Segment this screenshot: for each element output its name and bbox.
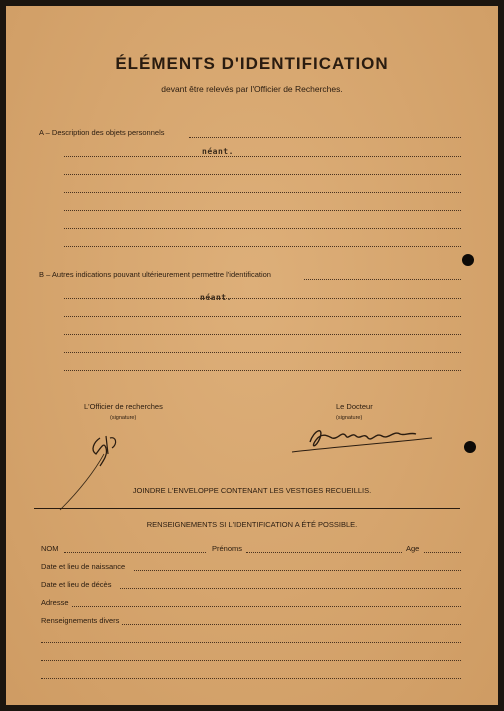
divers-line-4 bbox=[41, 678, 461, 679]
section-a-line-5 bbox=[64, 210, 461, 211]
naissance-line bbox=[134, 570, 461, 571]
section-a-line-6 bbox=[64, 228, 461, 229]
section-b-line-1 bbox=[304, 279, 461, 280]
divers-line-2 bbox=[41, 642, 461, 643]
section-a-line-1 bbox=[189, 137, 461, 138]
adresse-line bbox=[72, 606, 461, 607]
doctor-sub: (signature) bbox=[336, 415, 363, 421]
prenoms-line bbox=[246, 552, 402, 553]
section-a-line-4 bbox=[64, 192, 461, 193]
age-line bbox=[424, 552, 461, 553]
section-b-label: B – Autres indications pouvant ultérieurement permettre l'identification bbox=[39, 270, 271, 279]
naissance-label: Date et lieu de naissance bbox=[41, 562, 126, 571]
doctor-signature bbox=[286, 418, 436, 458]
prenoms-label: Prénoms bbox=[212, 544, 243, 553]
punch-hole-top bbox=[462, 254, 474, 266]
section-a-line-7 bbox=[64, 246, 461, 247]
deces-label: Date et lieu de décès bbox=[41, 580, 112, 589]
divers-line-1 bbox=[122, 624, 461, 625]
document-subtitle: devant être relevés par l'Officier de Recherches. bbox=[161, 84, 343, 94]
punch-hole-bottom bbox=[464, 441, 476, 453]
age-label: Age bbox=[406, 544, 420, 553]
nom-label: NOM bbox=[41, 544, 59, 553]
info-heading: RENSEIGNEMENTS SI L'IDENTIFICATION A ÉTÉ POSSIBLE. bbox=[146, 520, 358, 529]
section-a-line-3 bbox=[64, 174, 461, 175]
officer-sub: (signature) bbox=[110, 415, 137, 421]
document-title: ÉLÉMENTS D'IDENTIFICATION bbox=[115, 54, 389, 73]
adresse-label: Adresse bbox=[41, 598, 69, 607]
deces-line bbox=[120, 588, 461, 589]
section-divider bbox=[34, 508, 460, 509]
instruction-text: JOINDRE L'ENVELOPPE CONTENANT LES VESTIGES RECUEILLIS. bbox=[132, 486, 372, 495]
section-b-value: néant. bbox=[200, 293, 232, 302]
section-b-line-3 bbox=[64, 316, 461, 317]
section-b-line-4 bbox=[64, 334, 461, 335]
section-b-line-6 bbox=[64, 370, 461, 371]
divers-label: Renseignements divers bbox=[41, 616, 120, 625]
section-a-line-2 bbox=[64, 156, 461, 157]
divers-line-3 bbox=[41, 660, 461, 661]
document-page bbox=[6, 6, 498, 705]
officer-label: L'Officier de recherches bbox=[84, 402, 163, 411]
section-a-label: A – Description des objets personnels bbox=[39, 128, 165, 137]
doctor-label: Le Docteur bbox=[336, 402, 373, 411]
section-b-line-2 bbox=[64, 298, 461, 299]
section-a-value: néant. bbox=[202, 147, 234, 156]
nom-line bbox=[64, 552, 206, 553]
section-b-line-5 bbox=[64, 352, 461, 353]
officer-signature bbox=[46, 424, 156, 514]
